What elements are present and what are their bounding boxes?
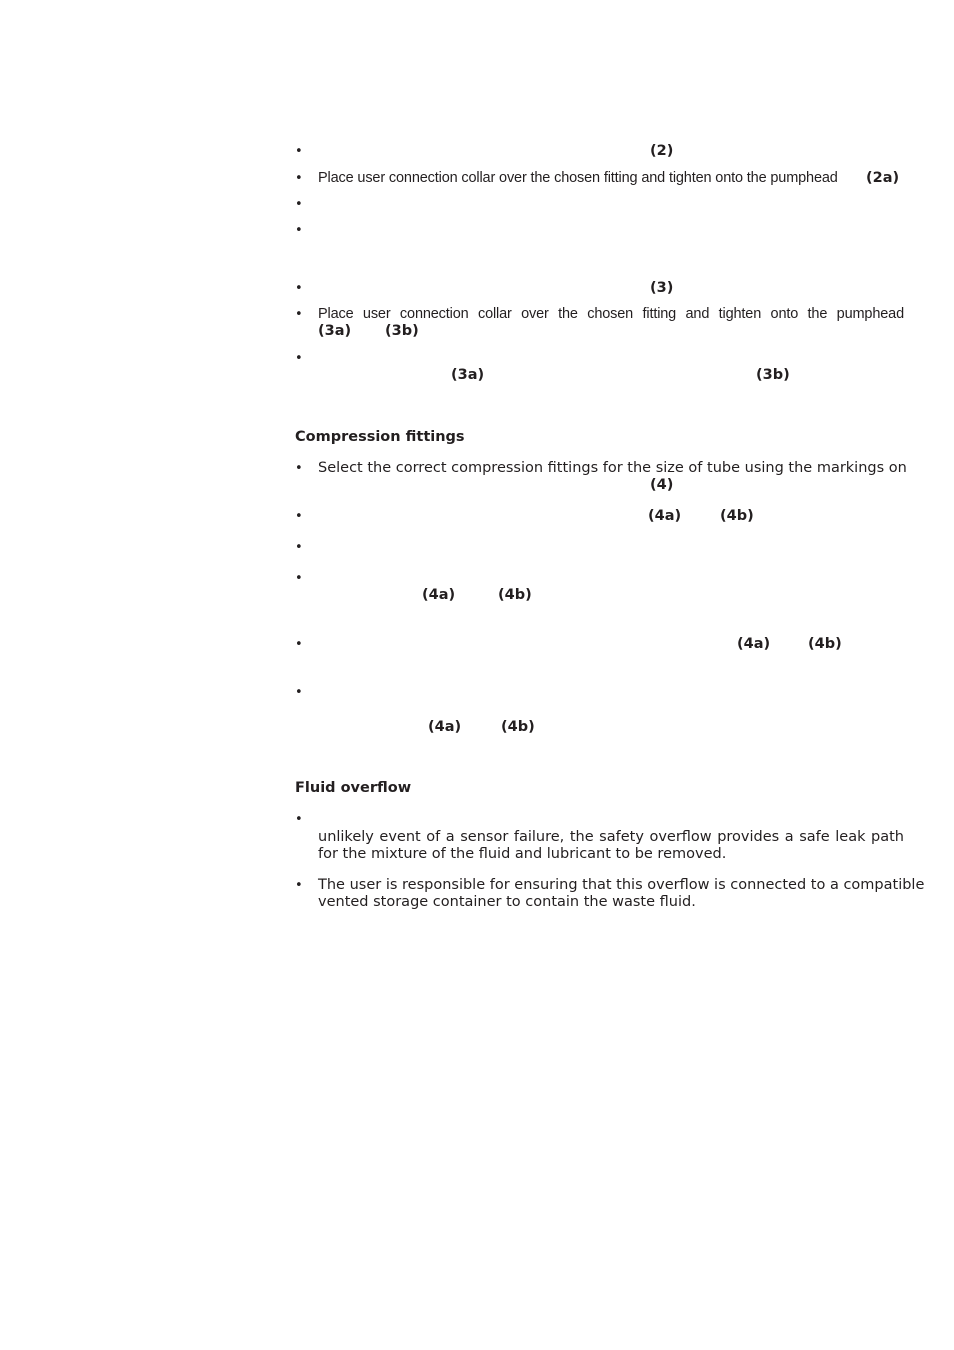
paragraph-line: vented storage container to contain the waste fluid. bbox=[318, 894, 696, 910]
bullet: • bbox=[295, 144, 303, 159]
bullet: • bbox=[295, 307, 303, 322]
figure-ref: (4) bbox=[650, 477, 674, 493]
bullet: • bbox=[295, 878, 303, 893]
figure-ref: (4a) bbox=[648, 508, 682, 524]
figure-ref: (4b) bbox=[808, 636, 842, 652]
bullet: • bbox=[295, 571, 303, 586]
instruction-text: Select the correct compression fittings for the size of tube using the markings on bbox=[318, 460, 907, 476]
bullet: • bbox=[295, 509, 303, 524]
bullet: • bbox=[295, 223, 303, 238]
bullet: • bbox=[295, 637, 303, 652]
figure-ref: (3) bbox=[650, 280, 674, 296]
figure-ref: (4a) bbox=[422, 587, 456, 603]
bullet: • bbox=[295, 171, 303, 186]
figure-ref: (4a) bbox=[737, 636, 771, 652]
section-heading: Compression fittings bbox=[295, 429, 465, 445]
figure-ref: (3b) bbox=[756, 367, 790, 383]
figure-ref: (4b) bbox=[720, 508, 754, 524]
section-heading: Fluid overflow bbox=[295, 780, 412, 796]
figure-ref: (4a) bbox=[428, 719, 462, 735]
figure-ref: (2) bbox=[650, 143, 674, 159]
figure-ref: (2a) bbox=[866, 170, 900, 186]
bullet: • bbox=[295, 540, 303, 555]
instruction-text: Place user connection collar over the chosen fitting and tighten onto the pumphead bbox=[318, 170, 838, 186]
instruction-text: Place user connection collar over the chosen fitting and tighten onto the pumphead bbox=[318, 306, 904, 322]
figure-ref: (3a) bbox=[318, 323, 352, 339]
bullet: • bbox=[295, 461, 303, 476]
bullet: • bbox=[295, 685, 303, 700]
bullet: • bbox=[295, 351, 303, 366]
figure-ref: (3b) bbox=[385, 323, 419, 339]
paragraph-line: unlikely event of a sensor failure, the safety overflow provides a safe leak path bbox=[318, 829, 904, 845]
bullet: • bbox=[295, 197, 303, 212]
paragraph-line: for the mixture of the fluid and lubricant to be removed. bbox=[318, 846, 727, 862]
paragraph-line: The user is responsible for ensuring that this overflow is connected to a compatible bbox=[318, 877, 925, 893]
bullet: • bbox=[295, 281, 303, 296]
figure-ref: (4b) bbox=[501, 719, 535, 735]
figure-ref: (4b) bbox=[498, 587, 532, 603]
figure-ref: (3a) bbox=[451, 367, 485, 383]
bullet: • bbox=[295, 812, 303, 827]
